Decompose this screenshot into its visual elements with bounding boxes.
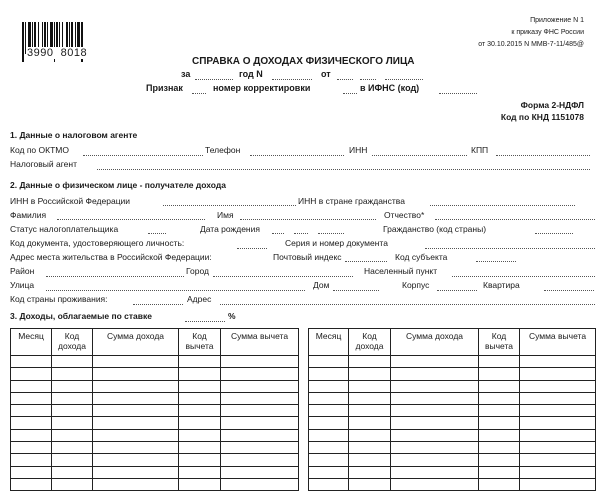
field-date-month[interactable] <box>360 79 376 80</box>
label-inn-country: ИНН в стране гражданства <box>298 196 405 206</box>
label-doc-code: Код документа, удостоверяющего личность: <box>10 238 185 248</box>
cell-deduction-sum[interactable] <box>520 392 596 404</box>
cell-month[interactable] <box>11 454 52 466</box>
cell-income-code[interactable] <box>52 380 93 392</box>
barcode-number-left: 3990 <box>27 47 54 59</box>
label-za: за <box>181 69 191 79</box>
label-citizenship: Гражданство (код страны) <box>383 224 487 234</box>
cell-month[interactable] <box>309 478 349 490</box>
cell-deduction-sum[interactable] <box>520 429 596 441</box>
cell-deduction-code[interactable] <box>479 356 520 368</box>
cell-income-sum[interactable] <box>391 417 479 429</box>
section-2-title: 2. Данные о физическом лице - получателе дохода <box>10 180 226 190</box>
field-region-code[interactable] <box>476 261 516 262</box>
appendix-line-1: Приложение N 1 <box>530 17 584 24</box>
label-address: Адрес <box>187 294 212 304</box>
cell-income-sum[interactable] <box>93 454 179 466</box>
table-row <box>11 466 299 478</box>
cell-income-code[interactable] <box>349 478 391 490</box>
cell-income-sum[interactable] <box>93 368 179 380</box>
cell-deduction-code[interactable] <box>479 380 520 392</box>
cell-deduction-code[interactable] <box>179 442 221 454</box>
label-street: Улица <box>10 280 35 290</box>
cell-month[interactable] <box>309 442 349 454</box>
col-income-code: Код дохода <box>52 329 93 356</box>
cell-income-code[interactable] <box>52 442 93 454</box>
field-patronymic[interactable] <box>435 219 595 220</box>
cell-income-sum[interactable] <box>391 380 479 392</box>
table-row <box>11 454 299 466</box>
field-number[interactable] <box>272 79 312 80</box>
field-priznak[interactable] <box>192 93 206 94</box>
cell-income-sum[interactable] <box>391 429 479 441</box>
field-ifns-code[interactable] <box>439 93 477 94</box>
col-deduction-sum: Сумма вычета <box>520 329 596 356</box>
cell-month[interactable] <box>309 454 349 466</box>
field-agent[interactable] <box>97 169 590 170</box>
cell-deduction-code[interactable] <box>179 405 221 417</box>
cell-deduction-sum[interactable] <box>520 417 596 429</box>
label-oktmo: Код по ОКТМО <box>10 145 69 155</box>
cell-income-code[interactable] <box>52 417 93 429</box>
cell-income-sum[interactable] <box>391 478 479 490</box>
label-postcode: Почтовый индекс <box>273 252 342 262</box>
table-row <box>309 442 596 454</box>
cell-income-code[interactable] <box>349 368 391 380</box>
label-god-n: год N <box>239 69 263 79</box>
label-v-ifns: в ИФНС (код) <box>360 83 420 93</box>
cell-month[interactable] <box>11 356 52 368</box>
field-house[interactable] <box>333 290 379 291</box>
cell-deduction-sum[interactable] <box>520 380 596 392</box>
cell-deduction-code[interactable] <box>479 405 520 417</box>
cell-month[interactable] <box>309 429 349 441</box>
form-title: СПРАВКА О ДОХОДАХ ФИЗИЧЕСКОГО ЛИЦА <box>192 56 415 67</box>
label-surname: Фамилия <box>10 210 47 220</box>
cell-income-code[interactable] <box>52 478 93 490</box>
table-row <box>309 478 596 490</box>
label-apartment: Квартира <box>483 280 520 290</box>
col-deduction-code: Код вычета <box>479 329 520 356</box>
label-region-code: Код субъекта <box>395 252 448 262</box>
field-year[interactable] <box>195 79 233 80</box>
field-district[interactable] <box>46 276 184 277</box>
cell-deduction-sum[interactable] <box>520 368 596 380</box>
table-row <box>309 392 596 404</box>
label-patronymic: Отчество* <box>384 210 425 220</box>
cell-deduction-code[interactable] <box>479 429 520 441</box>
field-rate[interactable] <box>185 321 225 322</box>
barcode-bar <box>22 22 24 62</box>
cell-income-sum[interactable] <box>93 442 179 454</box>
field-birth-year[interactable] <box>318 233 344 234</box>
field-date-day[interactable] <box>337 79 353 80</box>
field-locality[interactable] <box>452 276 595 277</box>
table-row <box>309 356 596 368</box>
cell-month[interactable] <box>11 368 52 380</box>
field-doc-series[interactable] <box>425 248 595 249</box>
cell-income-sum[interactable] <box>391 466 479 478</box>
cell-income-sum[interactable] <box>93 478 179 490</box>
label-priznak: Признак <box>146 83 183 93</box>
cell-month[interactable] <box>309 368 349 380</box>
field-citizenship[interactable] <box>535 233 573 234</box>
field-street[interactable] <box>46 290 305 291</box>
cell-income-sum[interactable] <box>93 466 179 478</box>
cell-deduction-sum[interactable] <box>221 429 299 441</box>
table-header-row <box>11 329 299 356</box>
label-country-code: Код страны проживания: <box>10 294 108 304</box>
cell-deduction-code[interactable] <box>479 466 520 478</box>
table-row <box>11 405 299 417</box>
col-income-sum: Сумма дохода <box>391 329 479 356</box>
cell-income-sum[interactable] <box>93 429 179 441</box>
label-nomer-korrektirovki: номер корректировки <box>213 83 311 93</box>
label-city: Город <box>186 266 209 276</box>
cell-income-sum[interactable] <box>391 392 479 404</box>
field-oktmo[interactable] <box>83 155 203 156</box>
percent-sign: % <box>228 311 236 321</box>
label-inn: ИНН <box>349 145 368 155</box>
table-row <box>11 380 299 392</box>
cell-month[interactable] <box>11 380 52 392</box>
section-3-title: 3. Доходы, облагаемые по ставке <box>10 311 152 321</box>
col-deduction-code: Код вычета <box>179 329 221 356</box>
table-row <box>309 405 596 417</box>
cell-month[interactable] <box>11 429 52 441</box>
appendix-line-3: от 30.10.2015 N ММВ-7-11/485@ <box>478 41 584 48</box>
income-table-left <box>10 328 299 491</box>
cell-deduction-code[interactable] <box>179 429 221 441</box>
table-row <box>11 392 299 404</box>
field-phone[interactable] <box>250 155 344 156</box>
cell-deduction-sum[interactable] <box>221 466 299 478</box>
knd-code: Код по КНД 1151078 <box>500 112 584 122</box>
cell-deduction-sum[interactable] <box>221 392 299 404</box>
cell-deduction-sum[interactable] <box>520 405 596 417</box>
cell-month[interactable] <box>309 466 349 478</box>
cell-deduction-sum[interactable] <box>520 356 596 368</box>
cell-deduction-sum[interactable] <box>520 466 596 478</box>
field-inn-country[interactable] <box>430 205 575 206</box>
table-row <box>309 466 596 478</box>
label-house: Дом <box>313 280 330 290</box>
cell-income-code[interactable] <box>349 392 391 404</box>
barcode-number-right: 8018 <box>60 47 88 59</box>
label-district: Район <box>10 266 35 276</box>
cell-deduction-code[interactable] <box>179 478 221 490</box>
cell-deduction-sum[interactable] <box>520 478 596 490</box>
barcode-number <box>26 47 88 59</box>
field-inn-rf[interactable] <box>163 205 296 206</box>
cell-month[interactable] <box>11 405 52 417</box>
table-row <box>309 417 596 429</box>
col-income-code: Код дохода <box>349 329 391 356</box>
cell-income-code[interactable] <box>349 454 391 466</box>
cell-income-sum[interactable] <box>391 442 479 454</box>
label-kpp: КПП <box>471 145 489 155</box>
field-birth-day[interactable] <box>272 233 284 234</box>
cell-income-code[interactable] <box>52 368 93 380</box>
cell-month[interactable] <box>309 392 349 404</box>
cell-deduction-code[interactable] <box>479 368 520 380</box>
cell-deduction-code[interactable] <box>479 478 520 490</box>
col-deduction-sum: Сумма вычета <box>221 329 299 356</box>
cell-month[interactable] <box>11 478 52 490</box>
table-row <box>309 368 596 380</box>
table-header-row <box>309 329 596 356</box>
cell-income-code[interactable] <box>349 417 391 429</box>
col-month: Месяц <box>11 329 52 356</box>
table-row <box>11 368 299 380</box>
cell-deduction-sum[interactable] <box>520 454 596 466</box>
cell-deduction-code[interactable] <box>479 442 520 454</box>
cell-income-code[interactable] <box>349 442 391 454</box>
table-row <box>11 356 299 368</box>
label-ot: от <box>321 69 331 79</box>
cell-income-code[interactable] <box>349 405 391 417</box>
cell-income-code[interactable] <box>349 466 391 478</box>
cell-income-code[interactable] <box>52 392 93 404</box>
cell-deduction-code[interactable] <box>479 454 520 466</box>
cell-deduction-sum[interactable] <box>221 417 299 429</box>
cell-month[interactable] <box>11 417 52 429</box>
cell-deduction-code[interactable] <box>479 392 520 404</box>
field-date-year[interactable] <box>385 79 423 80</box>
cell-income-code[interactable] <box>52 454 93 466</box>
appendix-line-2: к приказу ФНС России <box>511 29 584 36</box>
section-1-title: 1. Данные о налоговом агенте <box>10 130 138 140</box>
field-status[interactable] <box>148 233 166 234</box>
cell-income-code[interactable] <box>349 380 391 392</box>
cell-month[interactable] <box>309 417 349 429</box>
cell-income-sum[interactable] <box>391 405 479 417</box>
col-income-sum: Сумма дохода <box>93 329 179 356</box>
cell-deduction-sum[interactable] <box>221 454 299 466</box>
cell-deduction-code[interactable] <box>179 368 221 380</box>
cell-month[interactable] <box>11 466 52 478</box>
cell-month[interactable] <box>309 356 349 368</box>
cell-income-sum[interactable] <box>93 417 179 429</box>
cell-month[interactable] <box>309 380 349 392</box>
label-inn-rf: ИНН в Российской Федерации <box>10 196 131 206</box>
field-postcode[interactable] <box>345 261 387 262</box>
field-surname[interactable] <box>57 219 205 220</box>
table-row <box>11 478 299 490</box>
form-name: Форма 2-НДФЛ <box>520 100 584 110</box>
cell-deduction-sum[interactable] <box>221 478 299 490</box>
cell-deduction-sum[interactable] <box>221 380 299 392</box>
field-apartment[interactable] <box>544 290 594 291</box>
label-name: Имя <box>217 210 234 220</box>
label-address-rf: Адрес места жительства в Российской Федерации: <box>10 252 212 262</box>
cell-deduction-code[interactable] <box>479 417 520 429</box>
label-phone: Телефон <box>205 145 241 155</box>
cell-income-code[interactable] <box>349 429 391 441</box>
table-row <box>11 442 299 454</box>
table-row <box>309 429 596 441</box>
cell-month[interactable] <box>11 442 52 454</box>
cell-income-sum[interactable] <box>93 356 179 368</box>
cell-income-code[interactable] <box>52 405 93 417</box>
cell-deduction-sum[interactable] <box>221 356 299 368</box>
field-building[interactable] <box>437 290 477 291</box>
cell-deduction-sum[interactable] <box>221 368 299 380</box>
cell-deduction-code[interactable] <box>179 466 221 478</box>
cell-income-sum[interactable] <box>93 405 179 417</box>
cell-deduction-code[interactable] <box>179 380 221 392</box>
cell-income-code[interactable] <box>52 356 93 368</box>
field-kpp[interactable] <box>496 155 590 156</box>
col-month: Месяц <box>309 329 349 356</box>
field-birth-month[interactable] <box>294 233 308 234</box>
cell-income-sum[interactable] <box>391 356 479 368</box>
field-city[interactable] <box>213 276 353 277</box>
cell-deduction-sum[interactable] <box>221 405 299 417</box>
cell-deduction-code[interactable] <box>179 356 221 368</box>
field-korrektirovka[interactable] <box>343 93 357 94</box>
table-row <box>11 417 299 429</box>
label-building: Корпус <box>402 280 430 290</box>
cell-income-sum[interactable] <box>391 454 479 466</box>
label-status: Статус налогоплательщика <box>10 224 119 234</box>
table-row <box>11 429 299 441</box>
cell-deduction-sum[interactable] <box>221 442 299 454</box>
field-inn[interactable] <box>372 155 467 156</box>
income-table-right <box>308 328 596 491</box>
cell-income-sum[interactable] <box>391 368 479 380</box>
label-agent: Налоговый агент <box>10 159 77 169</box>
table-row <box>309 454 596 466</box>
cell-month[interactable] <box>11 392 52 404</box>
cell-deduction-code[interactable] <box>179 417 221 429</box>
label-locality: Населенный пункт <box>364 266 438 276</box>
field-address[interactable] <box>220 304 595 305</box>
field-country-code[interactable] <box>133 304 183 305</box>
label-doc-series: Серия и номер документа <box>285 238 388 248</box>
cell-income-sum[interactable] <box>93 380 179 392</box>
cell-income-code[interactable] <box>52 429 93 441</box>
label-birthdate: Дата рождения <box>200 224 260 234</box>
cell-deduction-code[interactable] <box>179 392 221 404</box>
cell-month[interactable] <box>309 405 349 417</box>
table-row <box>309 380 596 392</box>
cell-deduction-code[interactable] <box>179 454 221 466</box>
cell-deduction-sum[interactable] <box>520 442 596 454</box>
field-name[interactable] <box>240 219 376 220</box>
field-doc-code[interactable] <box>237 248 267 249</box>
cell-income-code[interactable] <box>349 356 391 368</box>
cell-income-code[interactable] <box>52 466 93 478</box>
cell-income-sum[interactable] <box>93 392 179 404</box>
